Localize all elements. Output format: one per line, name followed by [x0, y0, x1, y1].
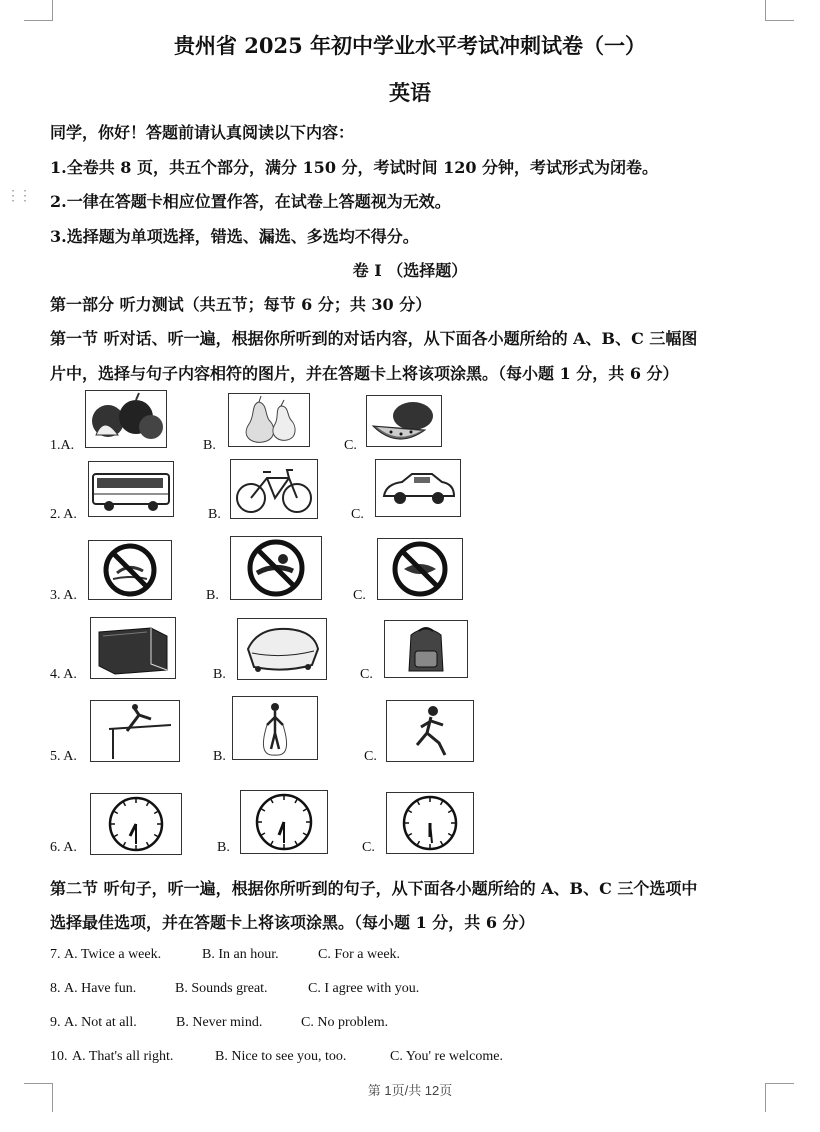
question-number: 10. [50, 1049, 68, 1064]
option-label: C. [353, 588, 366, 603]
instruction-item: 1.全卷共 8 页，共五个部分，满分 150 分，考试时间 120 分钟，考试形式为闭卷。 [50, 158, 659, 177]
question-label: 5. A. [50, 749, 77, 764]
bicycle-icon[interactable] [230, 459, 318, 519]
high-jump-icon[interactable] [90, 700, 180, 762]
section1-direction: 第一节 听对话、听一遍，根据你所听到的对话内容，从下面各小题所给的 A、B、C 三幅图 [50, 329, 698, 348]
watermelon-icon[interactable] [366, 395, 442, 447]
choice-option[interactable]: B. Never mind. [176, 1015, 263, 1030]
instructions-intro: 同学，你好！答题前请认真阅读以下内容： [50, 123, 355, 142]
option-label: B. [213, 749, 226, 764]
clock-icon[interactable] [240, 790, 328, 854]
option-label: B. [208, 507, 221, 522]
volume-title: 卷 I （选择题） [352, 261, 468, 280]
choice-option[interactable]: B. Sounds great. [175, 981, 268, 996]
question-label: 2. A. [50, 507, 77, 522]
clock-icon[interactable] [386, 792, 474, 854]
question-label: 1.A. [50, 438, 75, 453]
car-icon[interactable] [375, 459, 461, 517]
section2-direction: 选择最佳选项，并在答题卡上将该项涂黑。（每小题 1 分，共 6 分） [50, 913, 535, 932]
choice-option[interactable]: C. For a week. [318, 947, 401, 962]
choice-option[interactable]: B. Nice to see you, too. [215, 1049, 347, 1064]
choice-option[interactable]: A. Twice a week. [64, 947, 162, 962]
exam-subject: 英语 [389, 80, 431, 105]
no-swimming-icon[interactable] [230, 536, 322, 600]
instruction-item: 3.选择题为单项选择，错选、漏选、多选均不得分。 [50, 227, 419, 246]
choice-option[interactable]: C. No problem. [301, 1015, 389, 1030]
option-label: B. [213, 667, 226, 682]
clock-icon[interactable] [90, 793, 182, 855]
option-label: B. [203, 438, 216, 453]
crop-mark-top-right [765, 0, 794, 21]
instruction-item: 2.一律在答题卡相应位置作答，在试卷上答题视为无效。 [50, 192, 451, 211]
option-label: B. [206, 588, 219, 603]
page-number: 第 1页/共 12页 [367, 1083, 453, 1098]
option-label: C. [362, 840, 375, 855]
question-label: 3. A. [50, 588, 77, 603]
apples-icon[interactable] [85, 390, 167, 448]
option-label: C. [344, 438, 357, 453]
choice-option[interactable]: C. I agree with you. [308, 981, 420, 996]
part1-title: 第一部分 听力测试（共五节；每节 6 分；共 30 分） [50, 295, 432, 314]
section2-direction: 第二节 听句子，听一遍，根据你所听到的句子，从下面各小题所给的 A、B、C 三个选项中 [50, 879, 698, 898]
choice-option[interactable]: C. You' re welcome. [390, 1049, 503, 1064]
suitcase-icon[interactable] [237, 618, 327, 680]
backpack-icon[interactable] [384, 620, 468, 678]
choice-option[interactable]: A. Not at all. [64, 1015, 137, 1030]
crop-mark-top-left [24, 0, 53, 21]
no-swimming-icon[interactable] [88, 540, 172, 600]
option-label: C. [360, 667, 373, 682]
option-label: B. [217, 840, 230, 855]
bus-icon[interactable] [88, 461, 174, 517]
question-number: 9. [50, 1015, 61, 1030]
box-icon[interactable] [90, 617, 176, 679]
question-number: 8. [50, 981, 61, 996]
jump-rope-icon[interactable] [232, 696, 318, 760]
question-label: 6. A. [50, 840, 77, 855]
choice-option[interactable]: A. That's all right. [72, 1049, 174, 1064]
option-label: C. [351, 507, 364, 522]
exam-title: 贵州省 2025 年初中学业水平考试冲刺试卷（一） [173, 33, 647, 58]
drag-handle-icon[interactable]: ⋮⋮ [6, 188, 30, 204]
option-label: C. [364, 749, 377, 764]
choice-option[interactable]: B. In an hour. [202, 947, 279, 962]
question-number: 7. [50, 947, 61, 962]
running-icon[interactable] [386, 700, 474, 762]
section1-direction: 片中，选择与句子内容相符的图片，并在答题卡上将该项涂黑。（每小题 1 分，共 6 分） [50, 364, 679, 383]
no-swimming-icon[interactable] [377, 538, 463, 600]
pears-icon[interactable] [228, 393, 310, 447]
question-label: 4. A. [50, 667, 77, 682]
choice-option[interactable]: A. Have fun. [64, 981, 137, 996]
